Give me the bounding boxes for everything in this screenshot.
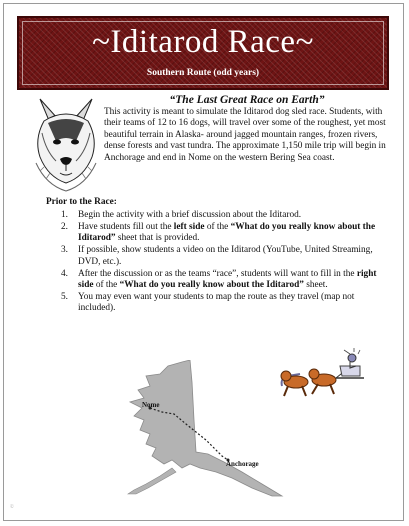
step-text: If possible, show students a video on the Iditarod (YouTube, United Streaming, DVD, etc.). (78, 245, 373, 267)
step-number: 4. (61, 268, 68, 279)
list-item (61, 292, 381, 315)
list-item (61, 222, 381, 245)
title-banner (17, 16, 389, 90)
step-text: You may even want your students to map the route as they travel (map not included). (78, 291, 355, 314)
page-subtitle: Southern Route (odd years) (146, 68, 260, 78)
copyright-mark: © (10, 505, 14, 510)
prior-to-race-heading: Prior to the Race: (46, 197, 117, 207)
dog-sled-clipart (278, 348, 368, 404)
step-text: Begin the activity with a brief discussion about the Iditarod. (78, 210, 302, 220)
step-number: 1. (61, 210, 68, 220)
map-label-nome: Nome (142, 401, 160, 409)
step-number: 3. (61, 245, 68, 256)
intro-heading: “The Last Great Race on Earth” (169, 94, 325, 106)
map-label-anchorage: Anchorage (226, 460, 259, 468)
step-number: 2. (61, 221, 68, 232)
instructions-list (61, 210, 381, 315)
list-item (61, 269, 381, 292)
step-text: Have students fill out the left side of the “What do you really know about the Iditarod” sheet that is provided. (78, 221, 376, 244)
step-text: After the discussion or as the teams “race”, students will want to fill in the right side of the “What do you really know about the Iditarod” sheet. (78, 268, 377, 290)
page-title: ~Iditarod Race~ (92, 24, 314, 60)
intro-paragraph: This activity is meant to simulate the Iditarod dog sled race. Students, with their teams of 12 to 16 dogs, will travel over some of the roughest, yet most beautiful terrain in Alaska- around jagged mountain ranges, frozen rivers, dense forests and vast tundra. The approximate 1,150 mile trip will begin in Anchorage and end in Nome on the western Bering Sea coast. (104, 107, 386, 163)
alaska-map (126, 360, 286, 498)
step-number: 5. (61, 291, 68, 302)
husky-illustration (26, 93, 106, 193)
list-item (61, 210, 381, 221)
list-item (61, 245, 381, 268)
